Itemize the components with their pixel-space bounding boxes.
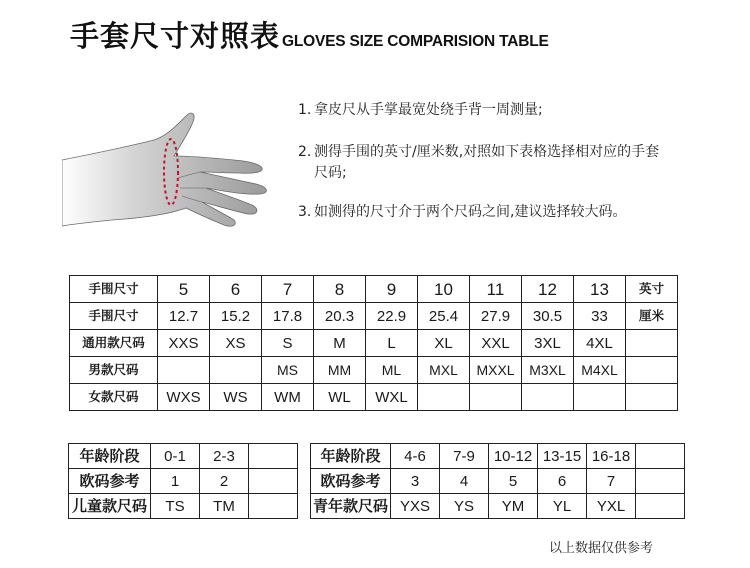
table-row xyxy=(70,330,678,357)
table-cell: M3XL xyxy=(522,357,574,384)
table-cell: TM xyxy=(200,494,249,519)
table-cell: YXS xyxy=(391,494,440,519)
table-cell: MM xyxy=(314,357,366,384)
table-cell: 8 xyxy=(314,276,366,303)
row-label: 手围尺寸 xyxy=(70,276,158,303)
row-label: 女款尺码 xyxy=(70,384,158,411)
size-comparison-table xyxy=(69,275,678,411)
table-row xyxy=(70,276,678,303)
table-cell: 27.9 xyxy=(470,303,522,330)
table-cell: 0-1 xyxy=(151,444,200,469)
table-cell: 4XL xyxy=(574,330,626,357)
row-label: 青年款尺码 xyxy=(311,494,391,519)
table-cell: 3 xyxy=(391,469,440,494)
table-cell xyxy=(210,357,262,384)
instruction-item: 1. 拿皮尺从手掌最宽处绕手背一周测量; xyxy=(298,102,543,118)
kids-size-table xyxy=(68,443,298,519)
row-label: 年龄阶段 xyxy=(69,444,151,469)
unit-label: 厘米 xyxy=(626,303,678,330)
table-cell: TS xyxy=(151,494,200,519)
table-row xyxy=(311,444,685,469)
table-cell xyxy=(636,494,685,519)
table-cell: 7 xyxy=(587,469,636,494)
table-cell: YS xyxy=(440,494,489,519)
table-cell xyxy=(249,444,298,469)
table-cell: M4XL xyxy=(574,357,626,384)
table-cell: WS xyxy=(210,384,262,411)
table-cell: XS xyxy=(210,330,262,357)
table-cell xyxy=(574,384,626,411)
table-cell xyxy=(249,469,298,494)
table-cell: WL xyxy=(314,384,366,411)
table-cell: 7 xyxy=(262,276,314,303)
table-row xyxy=(70,357,678,384)
table-cell xyxy=(470,384,522,411)
table-row xyxy=(70,303,678,330)
row-label: 通用款尺码 xyxy=(70,330,158,357)
table-cell: ML xyxy=(366,357,418,384)
table-cell: 33 xyxy=(574,303,626,330)
table-cell: 2-3 xyxy=(200,444,249,469)
table-cell: 12.7 xyxy=(158,303,210,330)
table-cell: 1 xyxy=(151,469,200,494)
table-cell: 16-18 xyxy=(587,444,636,469)
table-cell xyxy=(636,469,685,494)
row-label: 儿童款尺码 xyxy=(69,494,151,519)
row-label: 欧码参考 xyxy=(69,469,151,494)
instruction-item: 3. 如测得的尺寸介于两个尺码之间,建议选择较大码。 xyxy=(298,204,627,220)
table-cell: 20.3 xyxy=(314,303,366,330)
table-cell: MXL xyxy=(418,357,470,384)
hand-measurement-illustration xyxy=(62,110,272,240)
table-cell: 6 xyxy=(210,276,262,303)
table-cell: YM xyxy=(489,494,538,519)
palm-shape xyxy=(62,113,266,226)
table-row xyxy=(311,494,685,519)
table-cell: MXXL xyxy=(470,357,522,384)
table-row xyxy=(70,384,678,411)
row-label: 男款尺码 xyxy=(70,357,158,384)
unit-label xyxy=(626,384,678,411)
table-cell: 2 xyxy=(200,469,249,494)
table-cell: 6 xyxy=(538,469,587,494)
table-cell: MS xyxy=(262,357,314,384)
table-cell: XXS xyxy=(158,330,210,357)
unit-label: 英寸 xyxy=(626,276,678,303)
instruction-item: 2. 测得手围的英寸/厘米数,对照如下表格选择相对应的手套尺码; xyxy=(298,144,660,181)
table-cell: 13 xyxy=(574,276,626,303)
row-label: 手围尺寸 xyxy=(70,303,158,330)
table-cell: 3XL xyxy=(522,330,574,357)
row-label: 欧码参考 xyxy=(311,469,391,494)
table-cell: XXL xyxy=(470,330,522,357)
youth-size-table xyxy=(310,443,685,519)
row-label: 年龄阶段 xyxy=(311,444,391,469)
table-cell: 10-12 xyxy=(489,444,538,469)
table-cell: YL xyxy=(538,494,587,519)
unit-label xyxy=(626,330,678,357)
table-cell: L xyxy=(366,330,418,357)
table-cell: 7-9 xyxy=(440,444,489,469)
table-cell: M xyxy=(314,330,366,357)
table-cell: 5 xyxy=(489,469,538,494)
table-cell xyxy=(249,494,298,519)
table-cell: WXL xyxy=(366,384,418,411)
table-row xyxy=(69,494,298,519)
table-cell: 11 xyxy=(470,276,522,303)
table-cell: 5 xyxy=(158,276,210,303)
table-cell xyxy=(158,357,210,384)
table-cell: XL xyxy=(418,330,470,357)
table-cell xyxy=(418,384,470,411)
page-title xyxy=(70,14,549,54)
table-cell: 13-15 xyxy=(538,444,587,469)
table-cell: 4 xyxy=(440,469,489,494)
unit-label xyxy=(626,357,678,384)
table-row xyxy=(311,469,685,494)
table-cell: WM xyxy=(262,384,314,411)
table-cell: 22.9 xyxy=(366,303,418,330)
table-cell: 30.5 xyxy=(522,303,574,330)
title-chinese: 手套尺寸对照表 xyxy=(70,19,281,53)
table-cell: 12 xyxy=(522,276,574,303)
table-cell: 25.4 xyxy=(418,303,470,330)
table-row xyxy=(69,444,298,469)
table-cell: WXS xyxy=(158,384,210,411)
table-row xyxy=(69,469,298,494)
table-cell xyxy=(636,444,685,469)
table-cell: 15.2 xyxy=(210,303,262,330)
table-cell: S xyxy=(262,330,314,357)
table-cell: 10 xyxy=(418,276,470,303)
table-cell: YXL xyxy=(587,494,636,519)
table-cell xyxy=(522,384,574,411)
table-cell: 4-6 xyxy=(391,444,440,469)
table-cell: 9 xyxy=(366,276,418,303)
title-english: GLOVES SIZE COMPARISION TABLE xyxy=(282,33,549,50)
footer-note: 以上数据仅供参考 xyxy=(549,541,654,556)
table-cell: 17.8 xyxy=(262,303,314,330)
